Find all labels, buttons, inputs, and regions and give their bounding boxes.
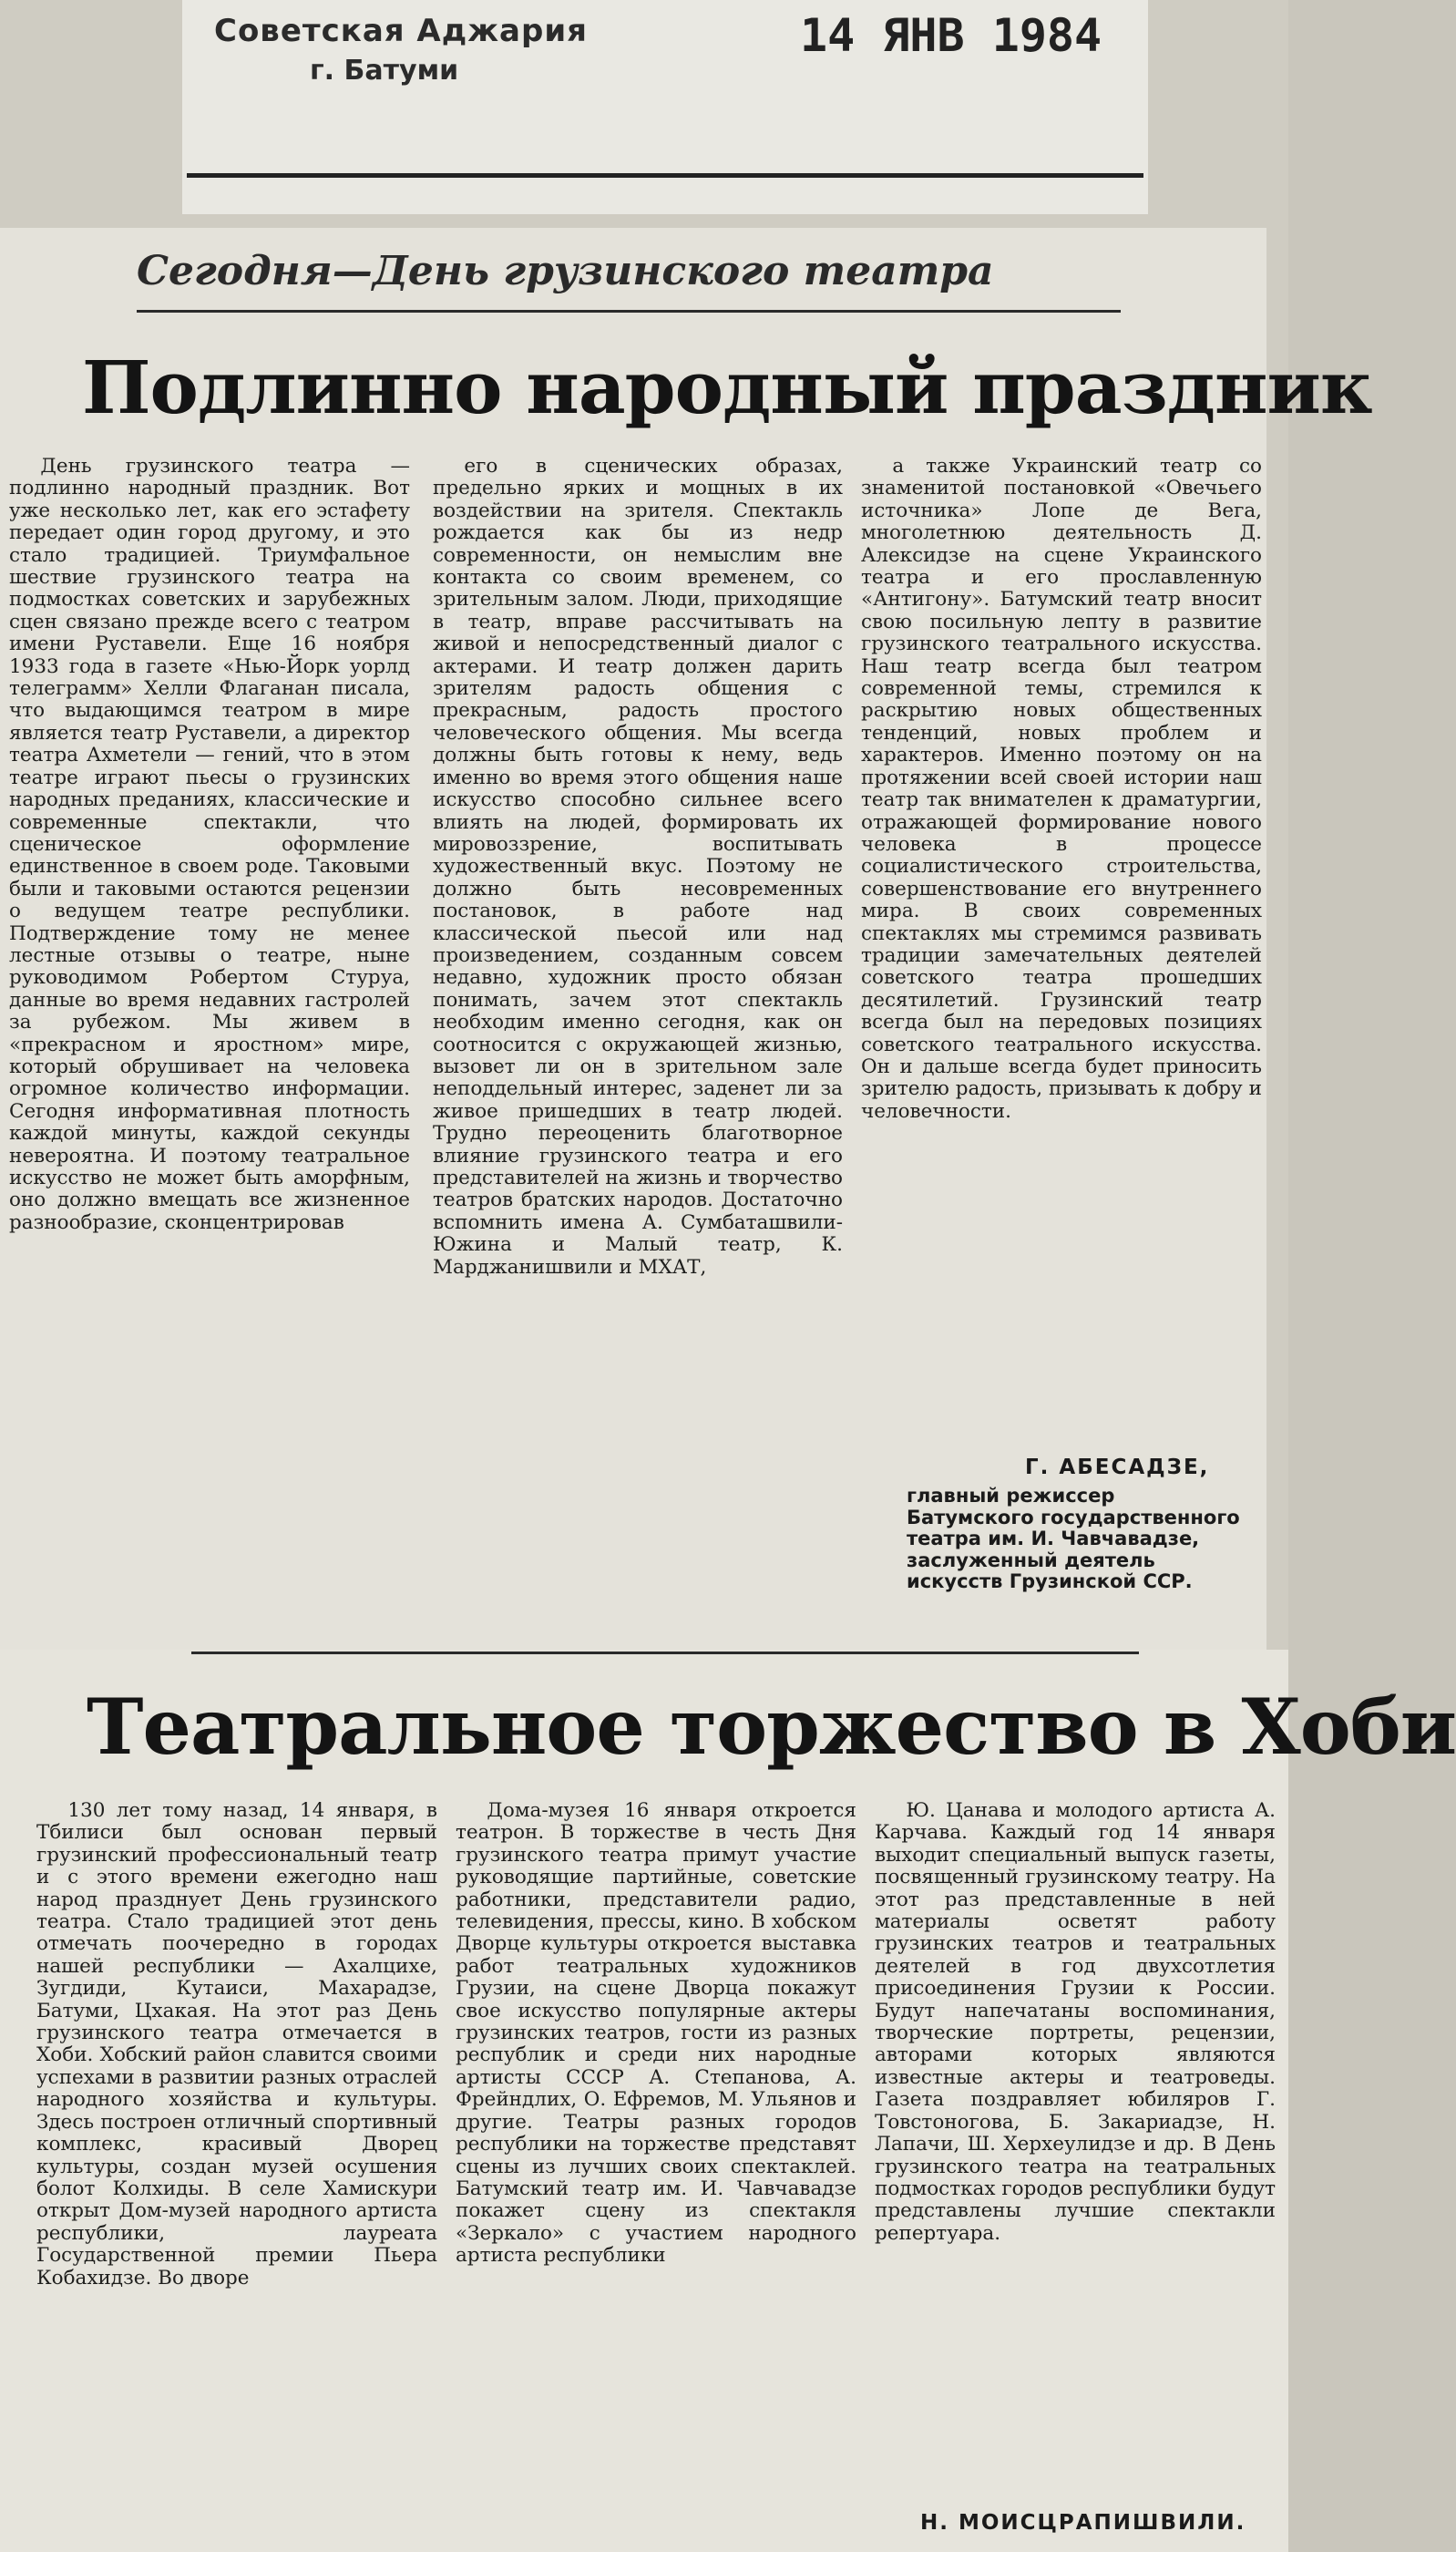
article2-col2-text: Дома-музея 16 января откроется театрон. В торжестве в честь Дня грузинского театра примут участие руководящие партийные, советские работники, представители радио, телевидения, прессы, кино. В хобском Дворце культуры откроется выставка работ театральных художников Грузии, на сцене Дворца покажут свое искусство популярные актеры грузинских театров, гости из разных республик и среди них народные артисты СССР А. Степанова, А. Фрейндлих, О. Ефремов, М. Ульянов и другие. Театры разных городов республики на торжестве представят сцены из лучших своих спектаклей. Батумский театр им. И. Чавчавадзе покажет сцену из спектакля «Зеркало» с участием народного артиста республики [456,1799,856,2268]
article2-column-2 [456,1800,856,2543]
article1-headline: Подлинно народный праздник [82,345,1372,430]
article1-author: Г. АБЕСАДЗЕ, [1025,1456,1210,1479]
article2-column-1 [36,1800,437,2543]
article1-column-3 [861,456,1262,1440]
newspaper-name-stamp: Советская Аджария [214,13,588,49]
article1-author-role: главный режиссер Батумского государственного театра им. И. Чавчавадзе, заслуженный деятель искусств Грузинской ССР. [907,1485,1240,1592]
articles-divider [191,1652,1139,1654]
article1-col3-text: а также Украинский театр со знаменитой постановкой «Овечьего источника» Лопе де Вега, многолетнюю деятельность Д. Алексидзе на сцене Украинского театра и его прославленную «Антигону». Батумский театр вносит свою посильную лепту в развитие грузинского театрального искусства. Наш театр всегда был театром современной темы, стремился к раскрытию новых общественных тенденций, новых проблем и характеров. Именно поэтому он на протяжении всей своей истории наш театр так внимателен к драматургии, отражающей формирование нового человека в процессе социалистического строительства, совершенствование его внутреннего мира. В своих современных спектаклях мы стремимся развивать традиции замечательных деятелей советского театра прошедших десятилетий. Грузинский театр всегда был на передовых позициях советского театрального искусства. Он и дальше всегда будет приносить зрителю радость, призывать к добру и человечности. [861,455,1262,1123]
masthead-rule [187,173,1143,178]
article2-col1-text: 130 лет тому назад, 14 января, в Тбилиси был основан первый грузинский профессиональный театр и с этого времени ежегодно наш народ празднует День грузинского театра. Стало традицией этот день отмечать поочередно в городах нашей республики — Ахалцихе, Зугдиди, Кутаиси, Махарадзе, Батуми, Цхакая. На этот раз День грузинского театра отмечается в Хоби. Хобский район славится своими успехами в развитии разных отраслей народного хозяйства и культуры. Здесь построен отличный спортивный комплекс, красивый Дворец культуры, создан музей осушения болот Колхиды. В селе Хамискури открыт Дом-музей народного артиста республики, лауреата Государственной премии Пьера Кобахидзе. Во дворе [36,1799,437,2290]
article1-column-2 [433,456,843,1631]
date-stamp: 14 ЯНВ 1984 [800,9,1102,62]
kicker-underline [137,310,1121,313]
section-kicker: Сегодня—День грузинского театра [137,248,994,294]
article1-column-1 [9,456,410,1631]
newspaper-city-stamp: г. Батуми [310,55,459,87]
article1-col2-text: его в сценических образах, предельно ярких и мощных в их воздействии на зрителя. Спектакль рождается как бы из недр современности, он немыслим вне контакта со своим временем, со зрительным залом. Люди, приходящие в театр, вправе рассчитывать на живой и непосредственный диалог с актерами. И театр должен дарить зрителям радость общения с прекрасным, радость простого человеческого общения. Мы всегда должны быть готовы к нему, ведь именно во время этого общения наше искусство способно сильнее всего влиять на людей, формировать их мировоззрение, воспитывать художественный вкус. Поэтому не должно быть несовременных постановок, в работе над классической пьесой или над произведением, созданным совсем недавно, художник просто обязан понимать, зачем этот спектакль необходим именно сегодня, как он соотносится с окружающей жизнью, вызовет ли он в зрительном зале неподдельный интерес, заденет ли за живое пришедших в театр людей. Трудно переоценить благотворное влияние грузинского театра и его представителей на жизнь и творчество театров братских народов. Достаточно вспомнить имена А. Сумбаташвили-Южина и Малый театр, К. Марджанишвили и МХАТ, [433,455,843,1279]
article2-column-3 [875,1800,1276,2502]
article2-col3-text: Ю. Цанава и молодого артиста А. Карчава. Каждый год 14 января выходит специальный выпуск газеты, посвященный грузинскому театру. На этот раз представленные в ней материалы осветят работу грузинских театров и театральных деятелей в год двухсотлетия присоединения Грузии к России. Будут напечатаны воспоминания, творческие портреты, рецензии, авторами которых являются известные актеры и театроведы. Газета поздравляет юбиляров Г. Товстоногова, Б. Закариадзе, Н. Лапачи, Ш. Херхеулидзе и др. В День грузинского театра на театральных подмостках городов республики будут представлены лучшие спектакли репертуара. [875,1799,1276,2245]
article2-headline: Театральное торжество в Хоби [87,1682,1456,1772]
article2-author: Н. МОИСЦРАПИШВИЛИ. [920,2511,1246,2535]
article1-col1-text: День грузинского театра — подлинно народный праздник. Вот уже несколько лет, как его эстафету передает один город другому, и это стало традицией. Триумфальное шествие грузинского театра на подмостках советских и зарубежных сцен связано прежде всего с театром имени Руставели. Еще 16 ноября 1933 года в газете «Нью-Йорк уорлд телеграмм» Хелли Флаганан писала, что выдающимся театром в мире является театр Руставели, а директор театра Ахметели — гений, что в этом театре играют пьесы о грузинских народных преданиях, классические и современные спектакли, что сценическое оформление единственное в своем роде. Таковыми были и таковыми остаются рецензии о ведущем театре республики. Подтверждение тому не менее лестные отзывы о театре, ныне руководимом Робертом Стуруа, данные во время недавних гастролей за рубежом. Мы живем в «прекрасном и яростном» мире, который обрушивает на человека огромное количество информации. Сегодня информативная плотность каждой минуты, каждой секунды невероятна. И поэтому театральное искусство не может быть аморфным, оно должно вмещать все жизненное разнообразие, сконцентрировав [9,455,410,1234]
